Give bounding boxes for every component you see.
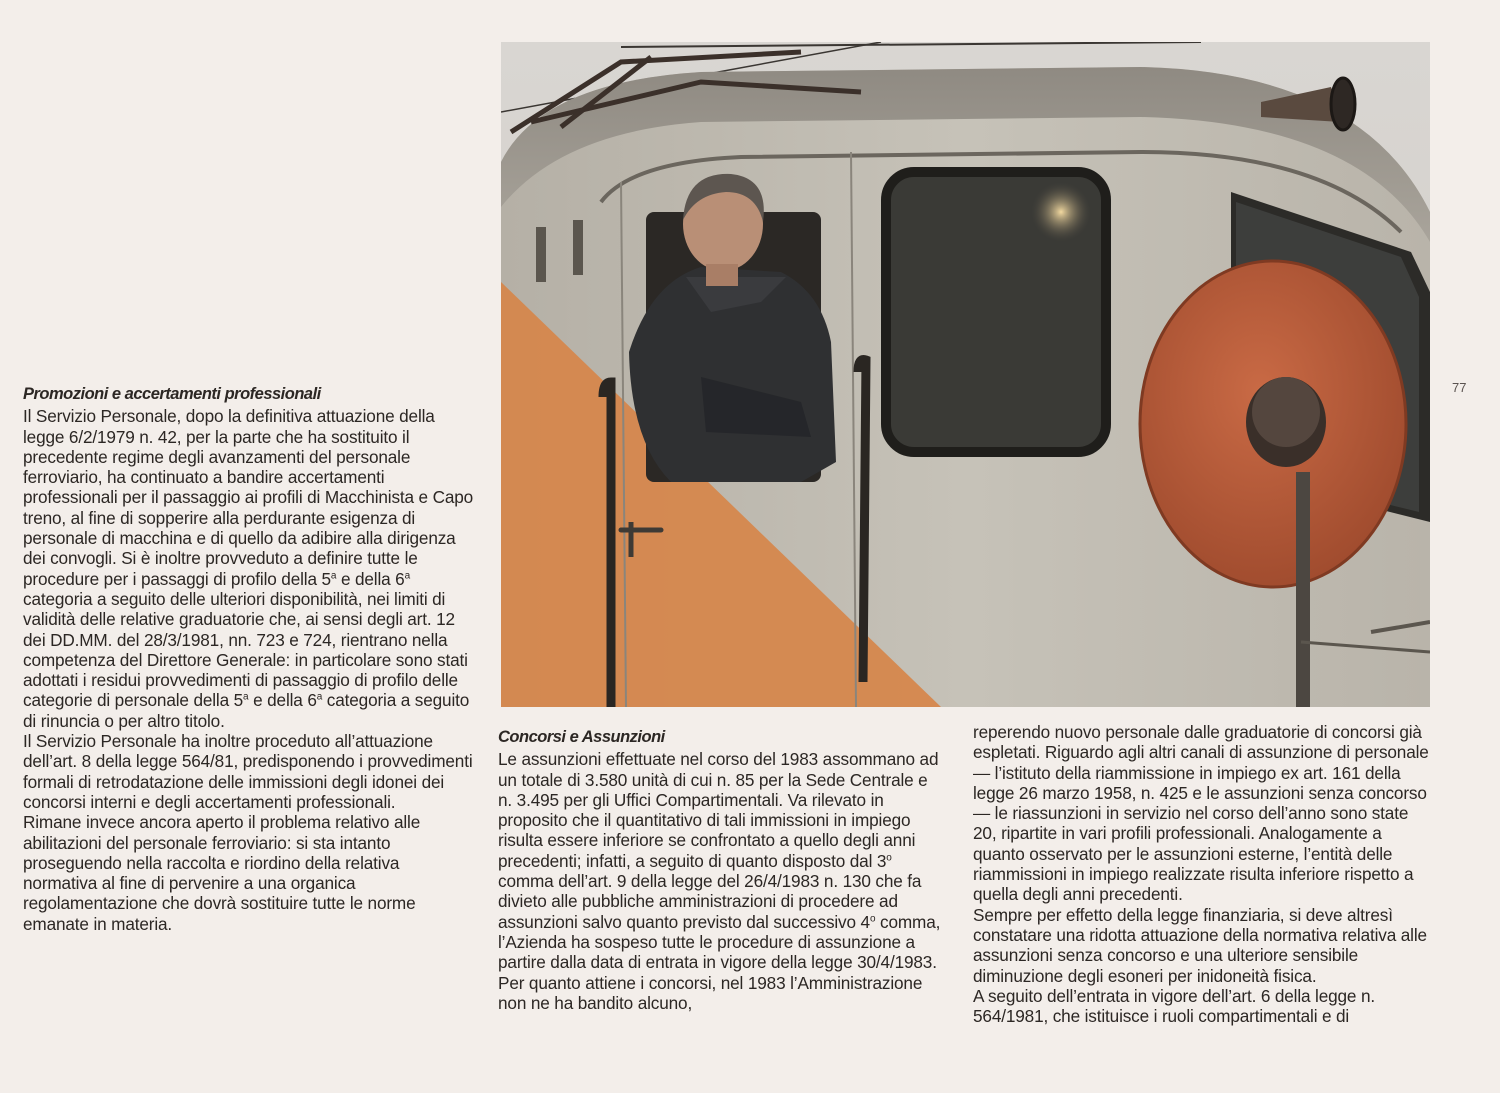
section-heading: Concorsi e Assunzioni <box>498 728 665 746</box>
paragraph: Sempre per effetto della legge finanziaria, si deve altresì constatare una ridotta attuazione della normativa relativa alle assunzioni senza concorso e una ulteriore sensibile diminuzione degli esoneri per inidoneità fisica. <box>973 904 1427 986</box>
paragraph <box>498 749 946 972</box>
text-run: e della 6 <box>248 690 317 711</box>
text-run: comma, l’Azienda ha sospeso tutte le procedure di assunzione a partire dalla data di entrata in vigore della legge 30/4/1983. <box>498 911 941 973</box>
degree-suffix: o <box>869 912 876 924</box>
paragraph: Il Servizio Personale ha inoltre proceduto all’attuazione dell’art. 8 della legge 564/81, predisponendo i provvedimenti formali di retrodatazione delle immissioni degli idonei dei concorsi interni e degli accertamenti professionali. <box>23 731 473 812</box>
section-promozioni <box>23 384 478 934</box>
text-run: categoria a seguito delle ulteriori disponibilità, nei limiti di validità delle relative graduatorie che, ai sensi degli art. 12 dei DD.MM. del 28/3/1981, nn. 723 e 724, rientrano nella competenza del Direttore Generale: in particolare sono stati adottati i residui provvedimenti di passaggio di profilo delle categorie di personale della 5 <box>23 588 468 711</box>
ordinal-suffix: a <box>243 691 249 703</box>
ordinal-suffix: a <box>330 569 337 581</box>
paragraph: Per quanto attiene i concorsi, nel 1983 l’Amministrazione non ne ha bandito alcuno, <box>498 972 923 1013</box>
paragraph: Rimane invece ancora aperto il problema relativo alle abilitazioni del personale ferroviario: si sta intanto proseguendo nella raccolta e riordino della relativa normativa al fine di pervenire a una organica regolamentazione che dovrà sostituire tutte le norme emanate in materia. <box>23 812 421 934</box>
paragraph: A seguito dell’entrata in vigore dell’art. 6 della legge n. 564/1981, che istituisce i ruoli compartimentali e di <box>973 985 1376 1027</box>
section-concorsi <box>498 727 946 1013</box>
ordinal-suffix: a <box>404 569 411 581</box>
text-run: e della 6 <box>336 568 405 589</box>
text-run: comma dell’art. 9 della legge del 26/4/1983 n. 130 che fa divieto alle pubbliche amministrazioni di procedere ad assunzioni salvo quanto previsto dal successivo 4 <box>498 871 922 932</box>
paragraph: reperendo nuovo personale dalle graduatorie di concorsi già espletati. Riguardo agli altri canali di assunzione di personale — l’istituto della riammissione in impiego ex art. 161 della legge 26 marzo 1958, n. 425 e le assunzioni senza concorso — le riassunzioni in servizio nel corso dell’anno sono state 20, ripartite in vari profili professionali. Analogamente a quanto osservato per le assunzioni esterne, l’entità delle riammissioni in impiego realizzate risulta inferiore rispetto a quella degli anni precedenti. <box>973 722 1429 905</box>
text-run: Le assunzioni effettuate nel corso del 1983 assommano ad un totale di 3.580 unità di cui n. 85 per la Sede Centrale e n. 3.495 per gli Uffici Compartimentali. Va rilevato in proposito che il quantitativo di tali immissioni in impiego risulta essere inferiore se confrontato a quello degli anni precedenti; infatti, a seguito di quanto disposto dal 3 <box>498 749 939 871</box>
text-run: categoria a seguito di rinuncia o per altro titolo. <box>23 690 470 731</box>
locomotive-driver-photo <box>501 42 1430 707</box>
ordinal-suffix: a <box>316 691 323 703</box>
text-run: Il Servizio Personale, dopo la definitiva attuazione della legge 6/2/1979 n. 42, per la parte che ha sostituito il precedente regime degli avanzamenti del personale ferroviario, ha continuato a bandire accertamenti professionali per il passaggio ai profili di Macchinista e Capo treno, al fine di sopperire alla perdurante esigenza di personale di macchina e di quello da adibire alla dirigenza dei convogli. Si è inoltre provveduto a definire tutte le procedure per i passaggi di profilo della 5 <box>23 406 474 589</box>
degree-suffix: o <box>886 852 892 864</box>
section-heading: Promozioni e accertamenti professionali <box>23 385 321 403</box>
paragraph <box>23 406 478 731</box>
page-number: 77 <box>1452 380 1467 395</box>
section-concorsi-continued <box>973 722 1435 1026</box>
